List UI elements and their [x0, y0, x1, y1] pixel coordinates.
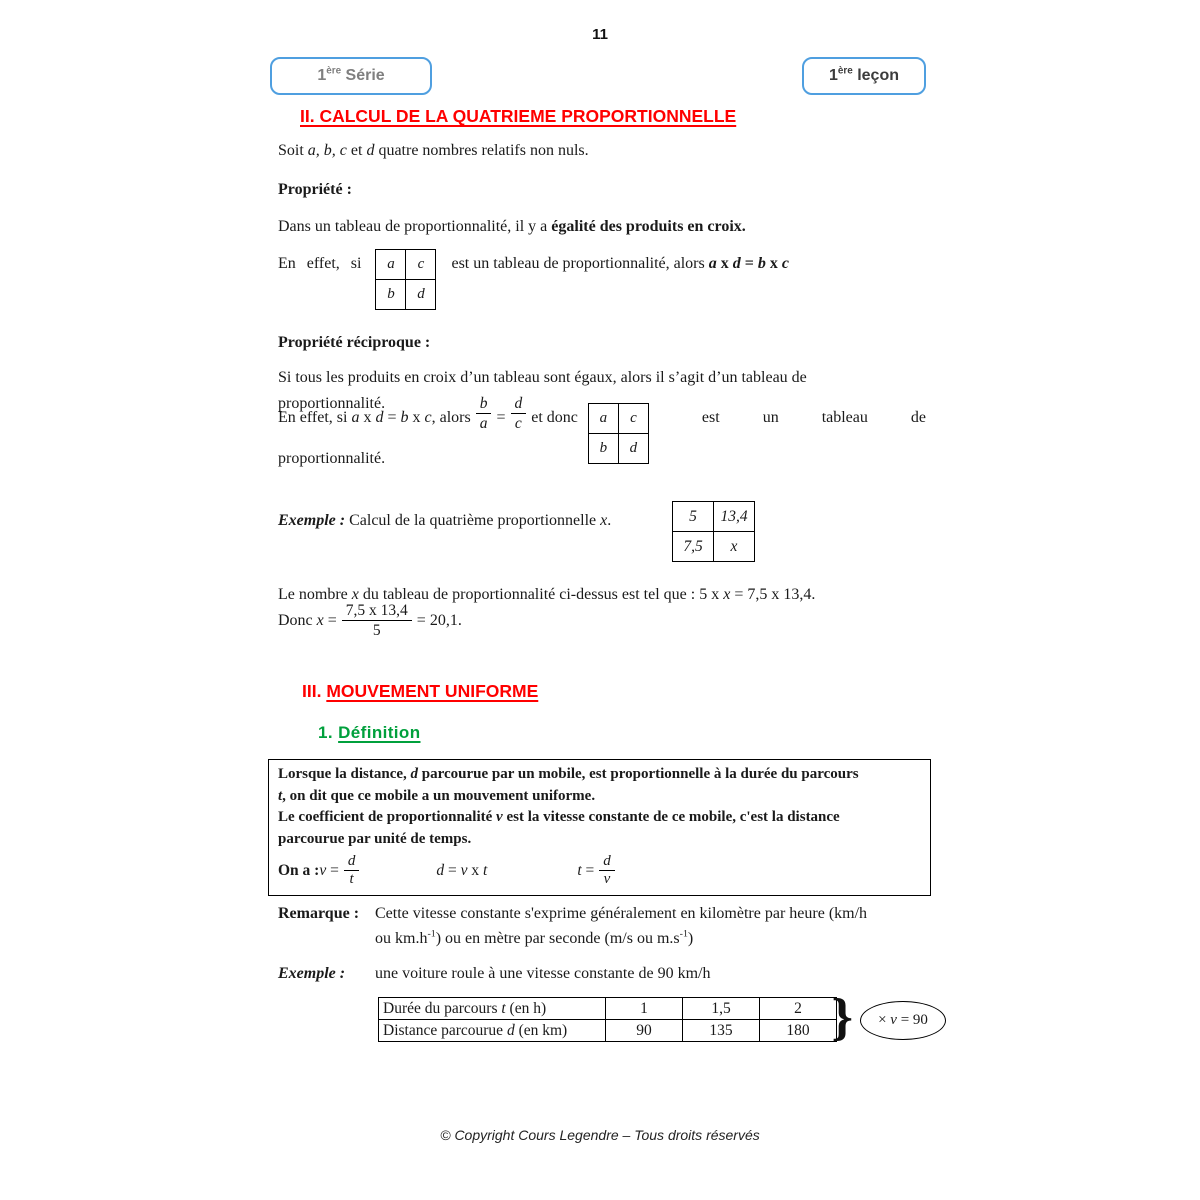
property-text: Dans un tableau de proportionnalité, il y a égalité des produits en croix.	[278, 218, 746, 235]
reciprocal-property-label: Propriété réciproque :	[278, 334, 431, 351]
section2-heading: II. CALCUL DE LA QUATRIEME PROPORTIONNELLE	[300, 106, 737, 126]
lesson-badge-label: 1ère leçon	[828, 65, 899, 84]
example-proportion-grid	[672, 501, 755, 562]
fraction-d-over-t: $\frac{d}{t}$	[344, 853, 360, 889]
speed-table-row-label: Durée du parcours t (en h)	[379, 998, 606, 1020]
page-number: 11	[592, 26, 608, 43]
section3-heading	[302, 681, 538, 702]
table-row	[379, 1020, 837, 1042]
remark-label: Remarque :	[278, 905, 360, 922]
example2-label: Exemple :	[278, 965, 346, 982]
remark-text: Cette vitesse constante s'exprime généralement en kilomètre par heure (km/h ou $km.h^{-1}$) ou en mètre par seconde (m/s ou $m.s^{-1}$)	[375, 905, 868, 947]
conclusion-prefix: Donc x =	[278, 611, 337, 629]
fraction-result: $\frac{7,5 x 13,4}{5}$	[342, 601, 412, 641]
remark-block	[278, 901, 930, 951]
table-row	[379, 998, 837, 1020]
grid-cell: 13,4	[714, 502, 755, 532]
speed-table	[378, 997, 837, 1042]
formula-t: t =	[577, 862, 595, 879]
speed-annotation-text: × v = 90	[878, 1012, 928, 1028]
grid-cell: c	[618, 404, 648, 434]
example2-block	[278, 961, 710, 986]
speed-table-row-label: Distance parcourue d (en km)	[379, 1020, 606, 1042]
justified-word: de	[910, 409, 926, 426]
definition-subheading-title: Définition	[338, 723, 421, 742]
justified-word: un	[762, 409, 779, 426]
speed-annotation-oval	[860, 1001, 946, 1040]
reciprocal-demo-prefix: En effet, si a x d = b x c, alors	[278, 409, 471, 426]
formula-d: d = v x t	[436, 862, 488, 879]
grid-cell: 7,5	[673, 532, 714, 562]
proportion-grid-1	[375, 249, 436, 310]
fraction-b-over-a: $\frac{b}{a}$	[476, 394, 492, 434]
justified-word: tableau	[821, 409, 868, 426]
cross-product-row	[278, 249, 926, 310]
reciprocal-demo-line2: proportionnalité.	[278, 450, 386, 467]
proportion-grid-2	[588, 403, 649, 464]
grid-cell: d	[406, 280, 436, 310]
example1-line	[278, 508, 611, 534]
justified-word: est	[701, 409, 720, 426]
speed-table-cell: 180	[760, 1020, 837, 1042]
definition-line1: Lorsque la distance, d parcourue par un mobile, est proportionnelle à la durée du parcours t, on dit que ce mobile a un mouvement uniforme.	[278, 766, 859, 804]
speed-table-cell: 90	[606, 1020, 683, 1042]
section3-heading-number: III.	[302, 681, 327, 701]
section3-heading-title: MOUVEMENT UNIFORME	[326, 681, 539, 701]
formula-v: v =	[319, 862, 339, 879]
example2-text: une voiture roule à une vitesse constante de 90 km/h	[375, 965, 711, 982]
number-x-line: Le nombre x du tableau de proportionnalité ci-dessus est tel que : 5 x x = 7,5 x 13,4.	[278, 586, 816, 603]
cross-product-row-suffix: est un tableau de proportionnalité, alors a x d = b x c	[451, 255, 789, 272]
grid-cell: 5	[673, 502, 714, 532]
series-badge	[270, 57, 432, 95]
fraction-d-over-v: $\frac{d}{v}$	[599, 853, 615, 889]
conclusion-line	[278, 601, 462, 641]
equals-sign: =	[496, 409, 506, 426]
reciprocal-demo-mid: et donc	[531, 409, 578, 426]
definition-line2: Le coefficient de proportionnalité v est la vitesse constante de ce mobile, c'est la distance parcourue par unité de temps.	[278, 809, 840, 847]
grid-cell: a	[588, 404, 618, 434]
fraction-d-over-c: $\frac{d}{c}$	[511, 394, 527, 434]
conclusion-suffix: = 20,1.	[416, 611, 462, 629]
ona-label: On a :	[278, 862, 320, 879]
grid-cell: b	[588, 434, 618, 464]
example1-label: Exemple :	[278, 512, 346, 529]
speed-table-cell: 135	[683, 1020, 760, 1042]
speed-table-cell: 2	[760, 998, 837, 1020]
series-badge-label: 1ère Série	[317, 65, 385, 84]
definition-subheading-number: 1.	[318, 723, 339, 742]
grid-cell: d	[618, 434, 648, 464]
grid-cell: c	[406, 250, 436, 280]
grid-cell: a	[376, 250, 406, 280]
example1-text: Calcul de la quatrième proportionnelle x.	[345, 512, 612, 529]
grid-cell: x	[714, 532, 755, 562]
definition-subheading	[318, 723, 421, 743]
speed-table-cell: 1	[606, 998, 683, 1020]
intro-paragraph: Soit a, b, c et d quatre nombres relatifs non nuls.	[278, 142, 589, 159]
lesson-badge	[802, 57, 926, 95]
brace-decoration: }	[831, 989, 854, 1046]
copyright-footer: © Copyright Cours Legendre – Tous droits réservés	[440, 1127, 760, 1143]
formula-row	[278, 853, 922, 889]
speed-table-cell: 1,5	[683, 998, 760, 1020]
grid-cell: b	[376, 280, 406, 310]
cross-product-row-prefix: En effet, si	[278, 255, 362, 272]
reciprocal-property-text: Si tous les produits en croix d’un tableau sont égaux, alors il s’agit d’un tableau de proportionnalité.	[278, 369, 807, 412]
property-label: Propriété :	[278, 181, 352, 198]
definition-box	[268, 759, 931, 896]
